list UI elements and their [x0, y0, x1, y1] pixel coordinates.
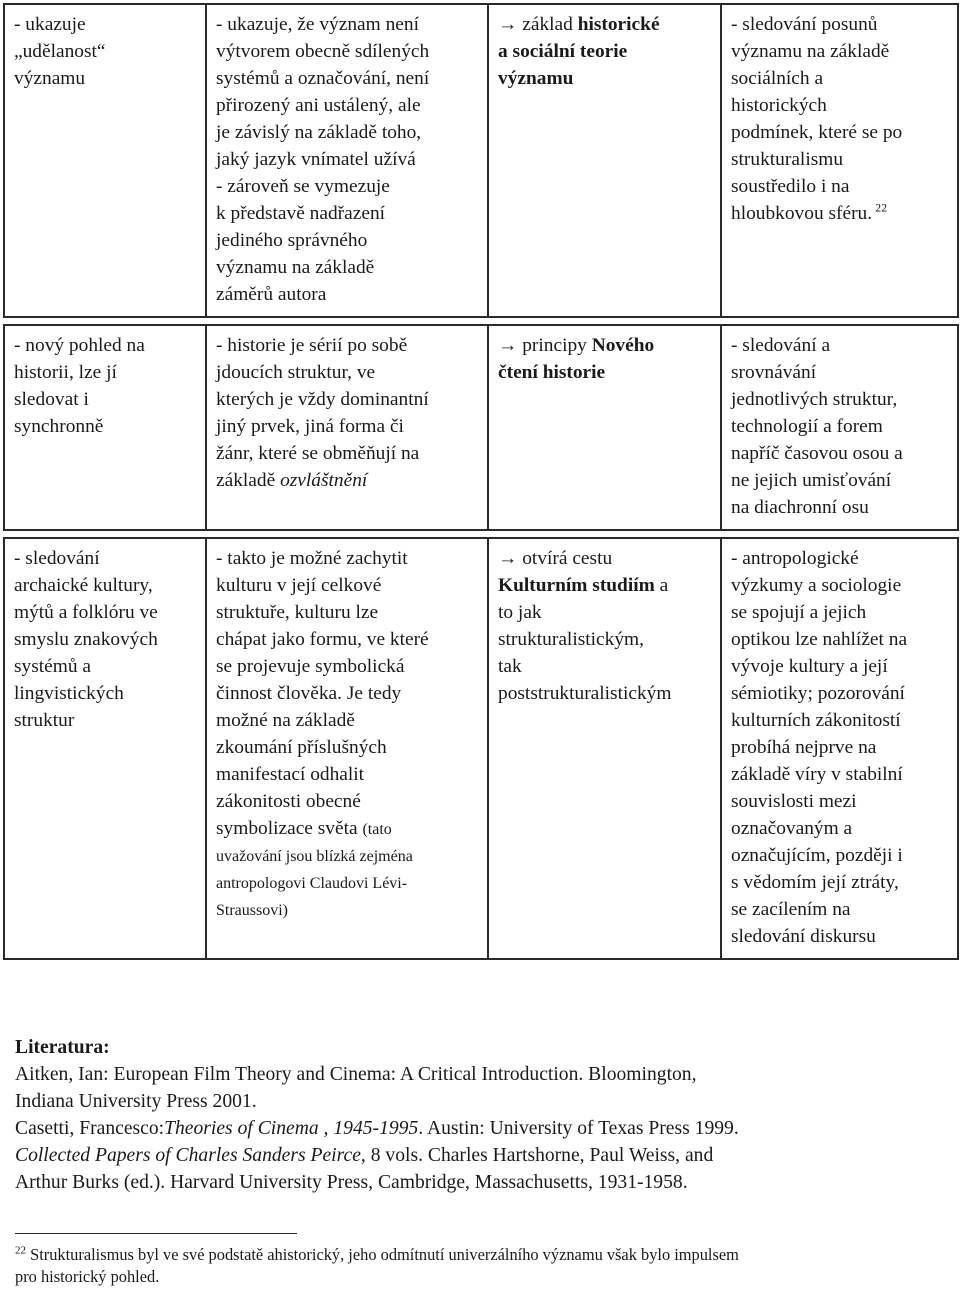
- cell-line: [14, 707, 197, 734]
- cell-text: Straussovi): [216, 902, 288, 919]
- literature-text: Arthur Burks (ed.). Harvard University Press, Cambridge, Massachusetts, 1931-1958.: [15, 1172, 688, 1193]
- cell-text: historických: [731, 95, 827, 116]
- table-cell: [206, 325, 488, 530]
- cell-line: [731, 200, 949, 227]
- literature-text: Collected Papers of Charles Sanders Peirce: [15, 1145, 361, 1166]
- cell-line: [216, 146, 479, 173]
- row-gap: [4, 317, 958, 325]
- cell-text: 22: [872, 200, 888, 215]
- cell-line: [216, 467, 479, 494]
- literature-list: [15, 1061, 945, 1196]
- cell-line: [731, 386, 949, 413]
- cell-text: označujícím, později i: [731, 845, 903, 866]
- cell-line: [216, 572, 479, 599]
- cell-line: [731, 467, 949, 494]
- cell-line: [216, 200, 479, 227]
- cell-line: [731, 332, 949, 359]
- cell-text: Nového: [591, 335, 655, 356]
- cell-text: systémů a: [14, 656, 92, 677]
- literature-entry: [15, 1061, 945, 1088]
- cell-text: Kulturním studiím: [498, 575, 655, 596]
- cell-text: záměrů autora: [216, 284, 327, 305]
- cell-text: jdoucích struktur, ve: [216, 362, 376, 383]
- cell-text: zákonitosti obecné: [216, 791, 361, 812]
- cell-text: se spojují a jejich: [731, 602, 867, 623]
- cell-text: - takto je možné zachytit: [216, 548, 408, 569]
- footnote: [15, 1244, 945, 1288]
- cell-text: a sociální teorie: [498, 41, 628, 62]
- cell-line: [216, 680, 479, 707]
- table-cell: [206, 4, 488, 317]
- cell-text: podmínek, které se po: [731, 122, 903, 143]
- cell-text: sociálních a: [731, 68, 824, 89]
- cell-text: sledování diskursu: [731, 926, 876, 947]
- cell-line: [731, 440, 949, 467]
- cell-line: [216, 896, 479, 923]
- cell-text: - sledování posunů: [731, 14, 878, 35]
- cell-line: [731, 494, 949, 521]
- cell-line: [498, 626, 712, 653]
- cell-line: [498, 65, 712, 92]
- literature-text: Casetti, Francesco:: [15, 1118, 165, 1139]
- cell-text: archaické kultury,: [14, 575, 153, 596]
- cell-text: smyslu znakových: [14, 629, 158, 650]
- cell-text: ne jejich umisťování: [731, 470, 892, 491]
- cell-text: se projevuje symbolická: [216, 656, 405, 677]
- table-row: [4, 538, 958, 959]
- cell-text: ozvláštnění: [280, 470, 368, 491]
- comparison-table: [3, 3, 959, 960]
- cell-text: - zároveň se vymezuje: [216, 176, 390, 197]
- cell-text: to jak: [498, 602, 542, 623]
- cell-line: [731, 119, 949, 146]
- cell-line: [731, 815, 949, 842]
- cell-line: [731, 11, 949, 38]
- cell-text: sledovat i: [14, 389, 89, 410]
- cell-line: [216, 707, 479, 734]
- cell-text: synchronně: [14, 416, 104, 437]
- cell-line: [216, 119, 479, 146]
- cell-line: [498, 653, 712, 680]
- literature-text: . Austin: University of Texas Press 1999.: [418, 1118, 739, 1139]
- cell-line: [216, 440, 479, 467]
- cell-text: „udělanost“: [14, 41, 106, 62]
- footnote-line: Strukturalismus byl ve své podstatě ahistorický, jeho odmítnutí univerzálního významu však bylo impulsem: [26, 1245, 739, 1264]
- cell-text: - sledování: [14, 548, 100, 569]
- cell-line: [731, 92, 949, 119]
- cell-line: [14, 65, 197, 92]
- cell-line: [14, 572, 197, 599]
- cell-line: [498, 359, 712, 386]
- cell-line: [14, 359, 197, 386]
- cell-line: [14, 332, 197, 359]
- cell-text: se zacílením na: [731, 899, 851, 920]
- cell-text: lingvistických: [14, 683, 124, 704]
- literature-section: [15, 1034, 945, 1196]
- cell-text: jaký jazyk vnímatel užívá: [216, 149, 416, 170]
- literature-text: , 8 vols. Charles Hartshorne, Paul Weiss, and: [360, 1145, 714, 1166]
- cell-line: [731, 896, 949, 923]
- cell-line: [731, 653, 949, 680]
- cell-text: významu: [14, 68, 86, 89]
- cell-line: [731, 734, 949, 761]
- cell-line: [216, 761, 479, 788]
- cell-line: [731, 680, 949, 707]
- cell-text: probíhá nejprve na: [731, 737, 877, 758]
- cell-line: [731, 788, 949, 815]
- footnote-separator: [15, 1233, 297, 1234]
- cell-line: [498, 572, 712, 599]
- cell-text: jediného správného: [216, 230, 368, 251]
- cell-text: srovnávání: [731, 362, 817, 383]
- cell-line: [731, 707, 949, 734]
- cell-line: [731, 545, 949, 572]
- cell-text: symbolizace světa: [216, 818, 363, 839]
- cell-text: soustředilo i na: [731, 176, 850, 197]
- cell-text: strukturalistickým,: [498, 629, 644, 650]
- literature-text: Indiana University Press 2001.: [15, 1091, 257, 1112]
- cell-line: [14, 545, 197, 572]
- cell-line: [14, 11, 197, 38]
- cell-line: [216, 815, 479, 842]
- cell-text: významu na základě: [216, 257, 375, 278]
- literature-text: Theories of Cinema , 1945-1995: [164, 1118, 419, 1139]
- cell-line: [731, 842, 949, 869]
- cell-line: [14, 599, 197, 626]
- table-cell: [721, 325, 958, 530]
- cell-line: [216, 65, 479, 92]
- cell-line: [216, 227, 479, 254]
- table-row: [4, 325, 958, 530]
- cell-text: na diachronní osu: [731, 497, 869, 518]
- cell-line: [498, 11, 712, 38]
- cell-text: technologií a forem: [731, 416, 883, 437]
- cell-text: → otvírá cestu: [498, 548, 613, 569]
- cell-line: [216, 281, 479, 308]
- literature-entry: [15, 1169, 945, 1196]
- cell-text: struktuře, kulturu lze: [216, 602, 379, 623]
- cell-line: [14, 680, 197, 707]
- cell-line: [731, 599, 949, 626]
- cell-text: struktur: [14, 710, 75, 731]
- cell-text: výzkumy a sociologie: [731, 575, 902, 596]
- cell-line: [216, 173, 479, 200]
- cell-line: [14, 413, 197, 440]
- cell-text: - nový pohled na: [14, 335, 145, 356]
- cell-text: s vědomím její ztráty,: [731, 872, 899, 893]
- cell-line: [731, 65, 949, 92]
- cell-line: [14, 653, 197, 680]
- cell-line: [216, 254, 479, 281]
- cell-line: [216, 842, 479, 869]
- cell-line: [498, 599, 712, 626]
- cell-line: [498, 545, 712, 572]
- cell-line: [731, 413, 949, 440]
- cell-line: [216, 332, 479, 359]
- cell-text: chápat jako formu, ve které: [216, 629, 429, 650]
- cell-text: strukturalismu: [731, 149, 844, 170]
- table-cell: [4, 325, 206, 530]
- cell-line: [731, 626, 949, 653]
- cell-line: [216, 788, 479, 815]
- cell-text: sémiotiky; pozorování: [731, 683, 905, 704]
- cell-line: [14, 386, 197, 413]
- cell-text: - sledování a: [731, 335, 831, 356]
- literature-heading: Literatura:: [15, 1037, 110, 1058]
- cell-text: jednotlivých struktur,: [731, 389, 898, 410]
- cell-text: systémů a označování, není: [216, 68, 430, 89]
- cell-text: významu na základě: [731, 41, 890, 62]
- cell-line: [216, 545, 479, 572]
- cell-line: [731, 146, 949, 173]
- cell-text: - ukazuje, že význam není: [216, 14, 419, 35]
- cell-text: základě víry v stabilní: [731, 764, 903, 785]
- cell-line: [731, 173, 949, 200]
- cell-text: významu: [498, 68, 574, 89]
- cell-text: napříč časovou osou a: [731, 443, 903, 464]
- cell-line: [216, 413, 479, 440]
- cell-text: - ukazuje: [14, 14, 86, 35]
- cell-text: poststrukturalistickým: [498, 683, 672, 704]
- cell-text: jiný prvek, jiná forma či: [216, 416, 404, 437]
- row-gap: [4, 530, 958, 538]
- cell-text: → principy: [498, 335, 592, 356]
- cell-line: [731, 38, 949, 65]
- literature-entry: [15, 1115, 945, 1142]
- cell-text: kulturu v její celkové: [216, 575, 382, 596]
- cell-text: zkoumání příslušných: [216, 737, 387, 758]
- table-cell: [488, 4, 721, 317]
- cell-text: je závislý na základě toho,: [216, 122, 422, 143]
- cell-line: [216, 599, 479, 626]
- cell-text: historické: [577, 14, 660, 35]
- cell-line: [216, 734, 479, 761]
- table-row: [4, 4, 958, 317]
- footnote-number: 22: [15, 1244, 26, 1257]
- footnote-line: pro historický pohled.: [15, 1267, 160, 1286]
- cell-text: a: [654, 575, 669, 596]
- cell-text: základě: [216, 470, 281, 491]
- cell-text: vývoje kultury a její: [731, 656, 888, 677]
- cell-line: [498, 680, 712, 707]
- cell-text: → základ: [498, 14, 578, 35]
- table-cell: [488, 538, 721, 959]
- table-cell: [721, 4, 958, 317]
- cell-line: [14, 626, 197, 653]
- cell-text: označovaným a: [731, 818, 853, 839]
- cell-line: [216, 359, 479, 386]
- cell-text: čtení historie: [498, 362, 606, 383]
- cell-text: antropologovi Claudovi Lévi-: [216, 875, 408, 892]
- cell-line: [731, 923, 949, 950]
- cell-line: [216, 626, 479, 653]
- table-body: [4, 4, 958, 959]
- table-cell: [4, 4, 206, 317]
- cell-text: (tato: [362, 821, 392, 838]
- cell-line: [216, 92, 479, 119]
- cell-line: [731, 869, 949, 896]
- cell-line: [216, 386, 479, 413]
- cell-text: - historie je sérií po sobě: [216, 335, 408, 356]
- cell-text: tak: [498, 656, 522, 677]
- literature-entry: [15, 1142, 945, 1169]
- cell-text: možné na základě: [216, 710, 355, 731]
- cell-text: činnost člověka. Je tedy: [216, 683, 402, 704]
- cell-line: [14, 38, 197, 65]
- cell-text: žánr, které se obměňují na: [216, 443, 420, 464]
- cell-line: [216, 869, 479, 896]
- table-cell: [4, 538, 206, 959]
- cell-text: přirozený ani ustálený, ale: [216, 95, 421, 116]
- cell-text: kulturních zákonitostí: [731, 710, 901, 731]
- cell-line: [731, 572, 949, 599]
- cell-line: [498, 332, 712, 359]
- cell-text: souvislosti mezi: [731, 791, 857, 812]
- cell-text: historii, lze jí: [14, 362, 117, 383]
- cell-line: [216, 11, 479, 38]
- cell-line: [216, 38, 479, 65]
- table-cell: [721, 538, 958, 959]
- table-cell: [206, 538, 488, 959]
- literature-entry: [15, 1088, 945, 1115]
- cell-text: výtvorem obecně sdílených: [216, 41, 430, 62]
- cell-line: [216, 653, 479, 680]
- cell-text: optikou lze nahlížet na: [731, 629, 908, 650]
- cell-line: [731, 761, 949, 788]
- table-cell: [488, 325, 721, 530]
- cell-line: [731, 359, 949, 386]
- cell-text: kterých je vždy dominantní: [216, 389, 429, 410]
- cell-text: k představě nadřazení: [216, 203, 386, 224]
- cell-text: manifestací odhalit: [216, 764, 365, 785]
- cell-text: - antropologické: [731, 548, 859, 569]
- cell-text: hloubkovou sféru.: [731, 203, 873, 224]
- cell-text: uvažování jsou blízká zejména: [216, 848, 413, 865]
- literature-text: Aitken, Ian: European Film Theory and Cinema: A Critical Introduction. Bloomington,: [15, 1064, 697, 1085]
- cell-line: [498, 38, 712, 65]
- cell-text: mýtů a folklóru ve: [14, 602, 158, 623]
